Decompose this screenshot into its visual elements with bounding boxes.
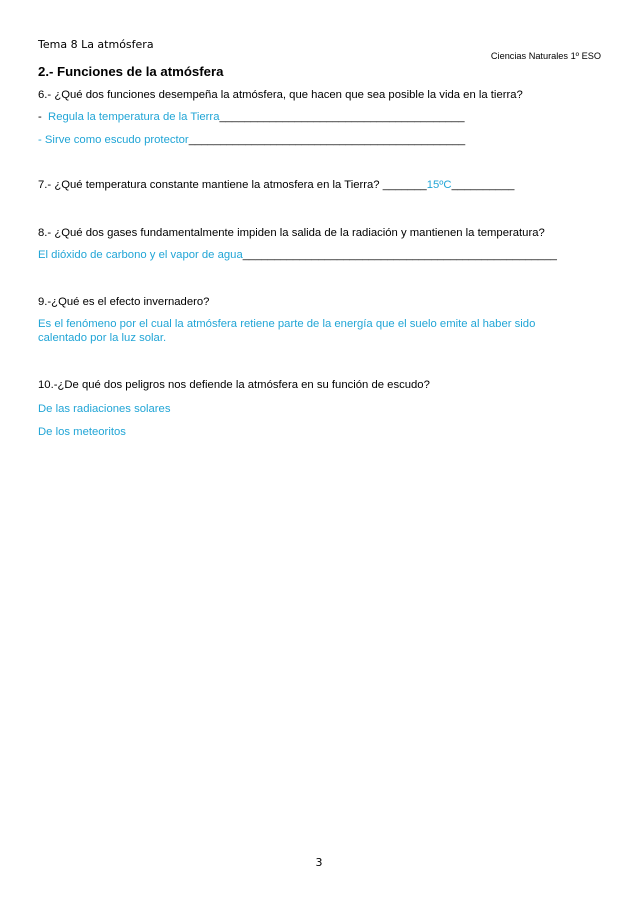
answer-8: El dióxido de carbono y el vapor de agua [38,249,243,261]
page-number: 3 [315,856,323,869]
question-7 [38,179,514,191]
question-9: 9.-¿Qué es el efecto invernadero? [38,296,210,308]
answer-6-line-1 [38,111,465,123]
answer-6-blank-1: _______________________________________ [219,111,465,123]
answer-8-line [38,249,557,261]
header-left: Tema 8 La atmósfera [38,38,154,51]
header-right: Ciencias Naturales 1º ESO [490,51,601,61]
answer-8-blank: __________________________________________________ [242,249,557,261]
question-10: 10.-¿De qué dos peligros nos defiende la atmósfera en su función de escudo? [38,379,430,391]
answer-7-blank: __________ [451,179,515,191]
answer-9-line-1: Es el fenómeno por el cual la atmósfera retiene parte de la energía que el suelo emite al haber sido [38,318,536,330]
answer-6-text-1: Regula la temperatura de la Tierra [48,111,220,123]
question-8: 8.- ¿Qué dos gases fundamentalmente impiden la salida de la radiación y mantienen la temperatura? [38,227,545,239]
answer-7: 15ºC [426,179,452,191]
answer-6-line-2 [38,134,465,146]
answer-6-text-2: - Sirve como escudo protector [38,134,189,146]
answer-6-blank-2: ____________________________________________ [188,134,466,146]
answer-10-2: De los meteoritos [38,426,126,438]
answer-10-1: De las radiaciones solares [38,403,171,415]
question-6: 6.- ¿Qué dos funciones desempeña la atmósfera, que hacen que sea posible la vida en la tierra? [38,89,523,101]
question-7-text: 7.- ¿Qué temperatura constante mantiene la atmosfera en la Tierra? _______ [38,179,427,191]
section-title: 2.- Funciones de la atmósfera [38,64,224,79]
answer-9-line-2: calentado por la luz solar. [38,332,167,344]
answer-6-prefix: - [38,111,49,123]
